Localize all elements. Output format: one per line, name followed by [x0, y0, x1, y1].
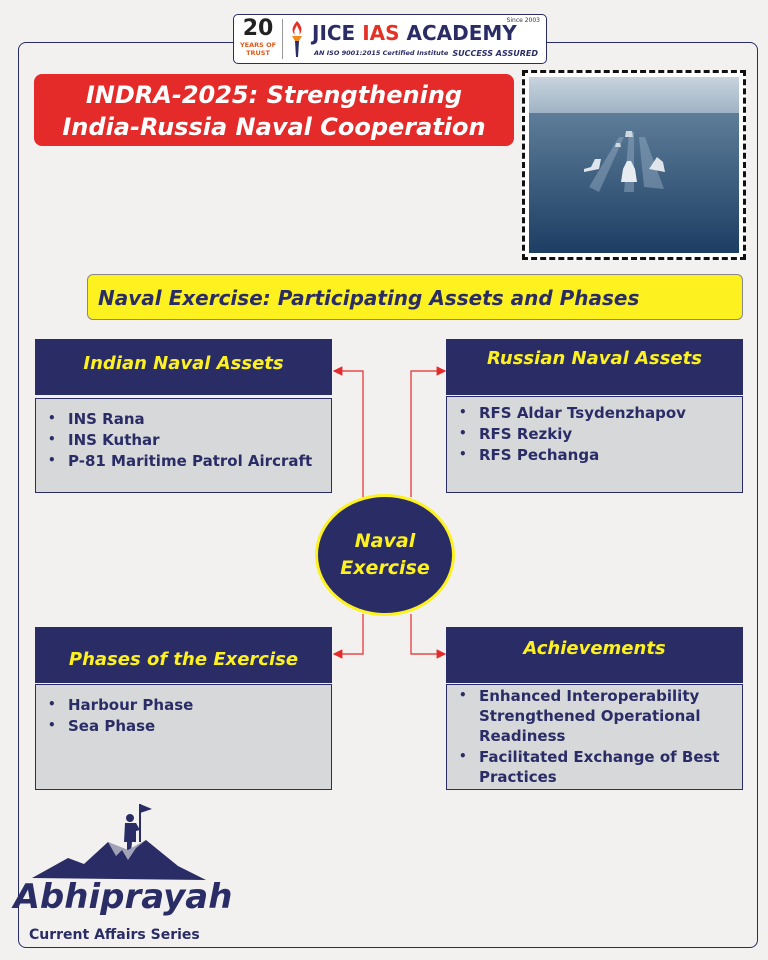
brand-ias: IAS — [362, 21, 400, 45]
phases-card — [35, 684, 332, 790]
achievements-list — [447, 685, 742, 787]
list-item: • INS Kuthar — [44, 430, 331, 451]
indian-assets-list — [36, 399, 331, 472]
russian-assets-card — [446, 396, 743, 493]
achievements-card — [446, 684, 743, 790]
main-title — [34, 74, 514, 146]
warships-photo — [522, 70, 746, 260]
list-item: • RFS Pechanga — [455, 445, 742, 466]
hub-line-1: Naval — [354, 530, 416, 552]
years-badge — [238, 17, 278, 57]
current-affairs-series: Current Affairs Series — [29, 927, 200, 943]
russian-assets-list — [447, 397, 742, 466]
list-item: • Enhanced Interoperability Strengthened Operational Readiness — [455, 686, 742, 746]
hub-line-2: Exercise — [340, 557, 430, 579]
achievements-heading: Achievements — [446, 627, 743, 683]
title-line-1: INDRA-2025: Strengthening — [85, 81, 463, 109]
list-item: • RFS Rezkiy — [455, 424, 742, 445]
academy-logo — [233, 14, 547, 64]
list-item: • P-81 Maritime Patrol Aircraft — [44, 451, 331, 472]
brand-main: JICE — [312, 21, 356, 45]
logo-divider — [282, 19, 283, 59]
list-item: • Harbour Phase — [44, 695, 331, 716]
brand-name — [312, 21, 517, 45]
iso-certification: AN ISO 9001:2015 Certified Institute — [314, 49, 449, 57]
brand-rest: ACADEMY — [406, 21, 517, 45]
list-item: • INS Rana — [44, 409, 331, 430]
russian-assets-heading: Russian Naval Assets — [446, 339, 743, 395]
years-text: YEARS OF TRUST — [239, 41, 277, 57]
since-year: Since 2003 — [506, 17, 540, 24]
phases-list — [36, 685, 331, 737]
list-item: • Sea Phase — [44, 716, 331, 737]
tagline: SUCCESS ASSURED — [452, 49, 538, 58]
list-item: • RFS Aldar Tsydenzhapov — [455, 403, 742, 424]
years-number: 20 — [242, 16, 274, 41]
indian-assets-heading: Indian Naval Assets — [35, 339, 332, 395]
title-line-2: India-Russia Naval Cooperation — [62, 113, 486, 141]
phases-heading: Phases of the Exercise — [35, 627, 332, 683]
indian-assets-card — [35, 398, 332, 493]
torch-icon — [286, 19, 308, 59]
naval-exercise-hub — [315, 494, 455, 616]
sea-ships-image — [529, 77, 739, 253]
abhiprayah-logo — [13, 800, 233, 920]
list-item: • Facilitated Exchange of Best Practices — [455, 747, 742, 787]
section-subtitle: Naval Exercise: Participating Assets and Phases — [87, 274, 743, 320]
footer-brand: Abhiprayah — [13, 877, 233, 917]
